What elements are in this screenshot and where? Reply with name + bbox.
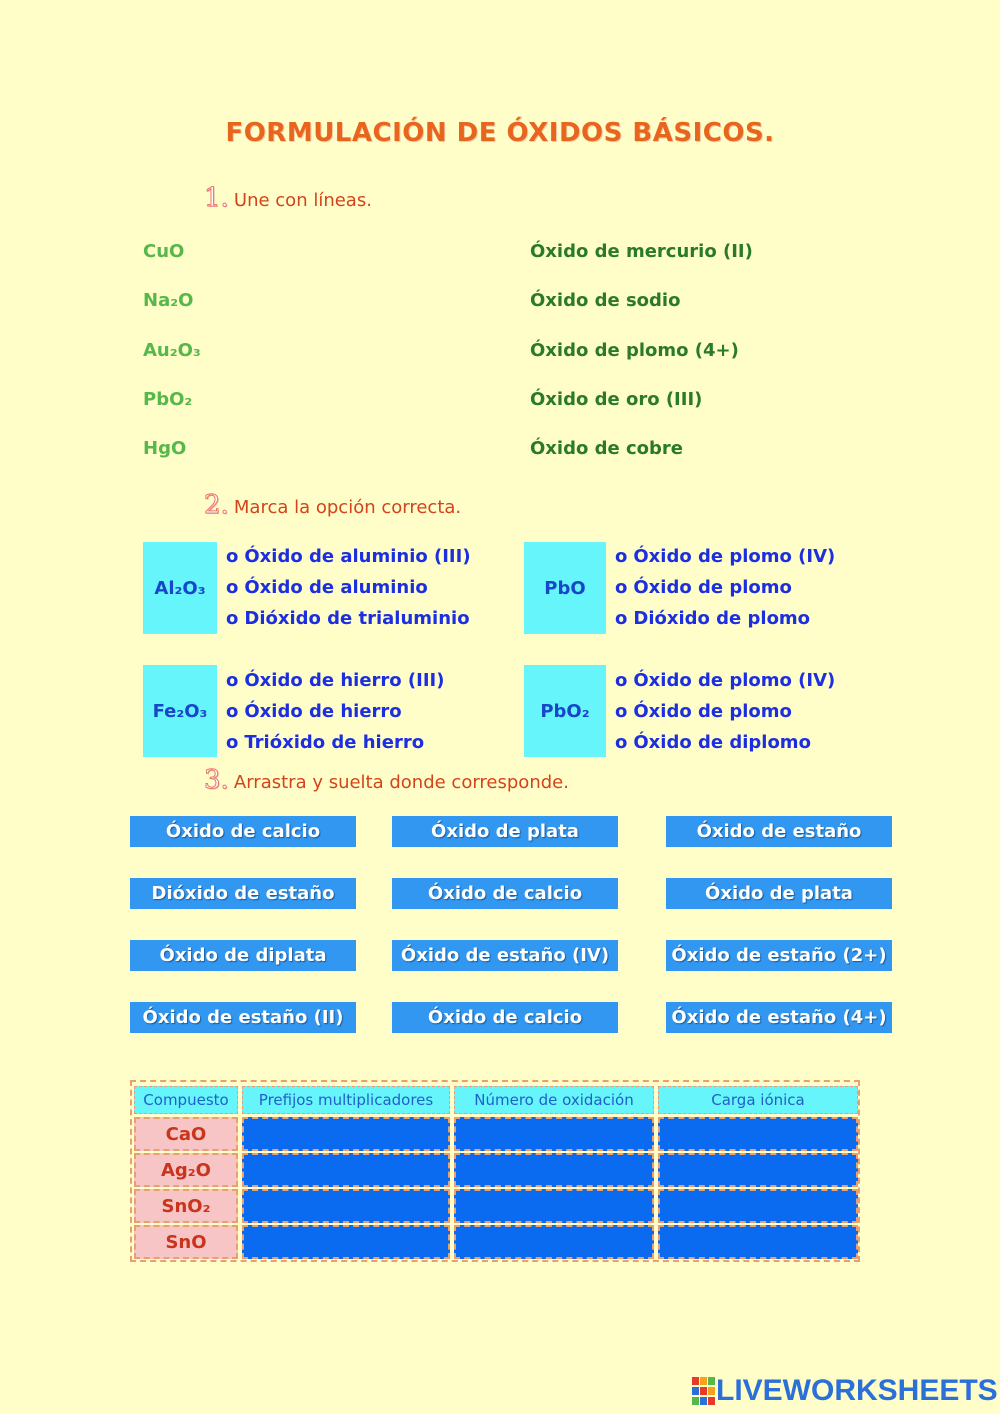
drag-item[interactable]: Óxido de estaño (II) <box>130 1002 356 1033</box>
drop-zone[interactable] <box>454 1117 654 1151</box>
section-1-number: 1. <box>204 183 229 213</box>
drag-item[interactable]: Óxido de calcio <box>392 878 618 909</box>
option-radio[interactable]: o Óxido de plomo (IV) <box>615 670 836 691</box>
drop-zone[interactable] <box>242 1153 450 1187</box>
drop-zone[interactable] <box>242 1225 450 1259</box>
formula-item[interactable]: HgO <box>143 438 187 459</box>
table-header: Prefijos multiplicadores <box>242 1086 450 1114</box>
option-radio[interactable]: o Óxido de plomo <box>615 577 792 598</box>
compound-box: Fe₂O₃ <box>143 665 217 757</box>
drop-zone[interactable] <box>658 1225 858 1259</box>
section-2-instruction: Marca la opción correcta. <box>233 497 462 518</box>
option-list <box>615 665 835 758</box>
drag-item[interactable]: Óxido de estaño (IV) <box>392 940 618 971</box>
oxide-name-item[interactable]: Óxido de oro (III) <box>530 389 703 410</box>
drag-item[interactable]: Óxido de plata <box>392 816 618 847</box>
drag-item[interactable]: Óxido de calcio <box>392 1002 618 1033</box>
formula-item[interactable]: PbO₂ <box>143 389 193 410</box>
drop-zone[interactable] <box>454 1225 654 1259</box>
section-1-heading <box>204 183 372 213</box>
table-header: Número de oxidación <box>454 1086 654 1114</box>
table-header: Compuesto <box>134 1086 238 1114</box>
liveworksheets-logo <box>692 1374 998 1408</box>
option-radio[interactable]: o Óxido de hierro <box>226 701 402 722</box>
drag-item[interactable]: Óxido de estaño (4+) <box>666 1002 892 1033</box>
option-radio[interactable]: o Óxido de plomo (IV) <box>615 546 836 567</box>
page-title: FORMULACIÓN DE ÓXIDOS BÁSICOS. <box>225 118 775 148</box>
compound-box: Al₂O₃ <box>143 542 217 634</box>
drag-item[interactable]: Óxido de estaño (2+) <box>666 940 892 971</box>
section-3-number: 3. <box>204 765 229 795</box>
table-compound: CaO <box>134 1117 238 1151</box>
section-3-heading <box>204 765 569 795</box>
compound-box: PbO₂ <box>524 665 606 757</box>
formula-item[interactable]: Na₂O <box>143 290 194 311</box>
drop-zone[interactable] <box>242 1117 450 1151</box>
drag-item[interactable]: Óxido de estaño <box>666 816 892 847</box>
formula-item[interactable]: CuO <box>143 241 185 262</box>
option-list <box>226 665 444 758</box>
drop-zone[interactable] <box>658 1189 858 1223</box>
formula-item[interactable]: Au₂O₃ <box>143 340 201 361</box>
section-1-instruction: Une con líneas. <box>233 190 372 211</box>
drop-zone[interactable] <box>658 1153 858 1187</box>
table-compound: SnO₂ <box>134 1189 238 1223</box>
option-radio[interactable]: o Dióxido de trialuminio <box>226 608 470 629</box>
table-compound: SnO <box>134 1225 238 1259</box>
option-radio[interactable]: o Óxido de aluminio <box>226 577 428 598</box>
drop-zone[interactable] <box>658 1117 858 1151</box>
option-radio[interactable]: o Óxido de diplomo <box>615 732 811 753</box>
option-radio[interactable]: o Dióxido de plomo <box>615 608 811 629</box>
oxide-name-item[interactable]: Óxido de sodio <box>530 290 681 311</box>
option-list <box>615 541 835 634</box>
compound-box: PbO <box>524 542 606 634</box>
drop-zone[interactable] <box>242 1189 450 1223</box>
drop-zone[interactable] <box>454 1189 654 1223</box>
option-radio[interactable]: o Óxido de plomo <box>615 701 792 722</box>
option-radio[interactable]: o Óxido de hierro (III) <box>226 670 445 691</box>
drag-item[interactable]: Óxido de calcio <box>130 816 356 847</box>
drag-item[interactable]: Óxido de plata <box>666 878 892 909</box>
section-2-number: 2. <box>204 490 229 520</box>
liveworksheets-logo-icon <box>692 1377 716 1405</box>
table-compound: Ag₂O <box>134 1153 238 1187</box>
drag-item[interactable]: Óxido de diplata <box>130 940 356 971</box>
section-3-instruction: Arrastra y suelta donde corresponde. <box>233 772 569 793</box>
option-radio[interactable]: o Trióxido de hierro <box>226 732 425 753</box>
oxide-name-item[interactable]: Óxido de cobre <box>530 438 683 459</box>
oxide-name-item[interactable]: Óxido de mercurio (II) <box>530 241 753 262</box>
option-list <box>226 541 471 634</box>
drag-item[interactable]: Dióxido de estaño <box>130 878 356 909</box>
option-radio[interactable]: o Óxido de aluminio (III) <box>226 546 471 567</box>
drop-zone[interactable] <box>454 1153 654 1187</box>
table-header: Carga iónica <box>658 1086 858 1114</box>
oxide-name-item[interactable]: Óxido de plomo (4+) <box>530 340 739 361</box>
section-2-heading <box>204 490 461 520</box>
brand-name: LIVEWORKSHEETS <box>716 1374 998 1407</box>
